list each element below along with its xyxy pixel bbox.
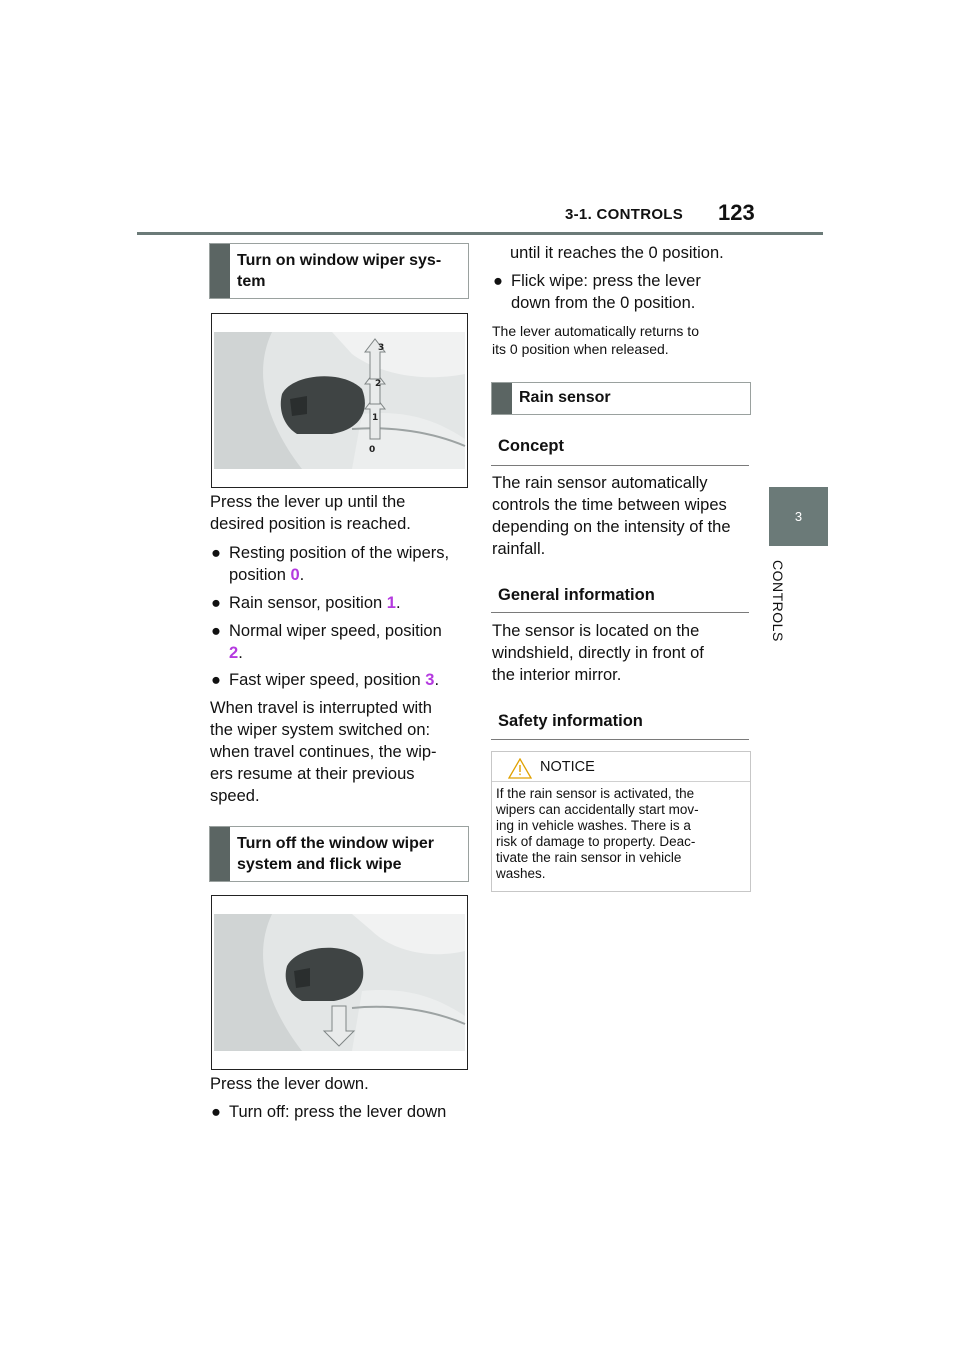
section-title: 3-1. CONTROLS	[565, 206, 684, 223]
notice-text: If the rain sensor is activated, the wipers can accidentally start mov- ing in vehicle washes. There is a risk of damage to property. Deac- tivate the rain sensor in vehicle washes.	[496, 786, 699, 881]
lever-up-illustration	[212, 314, 467, 487]
bullet-text: Resting position of the wipers, position	[229, 544, 450, 584]
notice-title: NOTICE	[540, 759, 595, 775]
paragraph-press-down: Press the lever down.	[210, 1075, 369, 1093]
figure-lever-down	[211, 895, 468, 1070]
heading-turn-off-text: Turn off the window wiper system and flick wipe	[237, 835, 435, 873]
heading-bar	[210, 827, 230, 881]
position-number: 2	[229, 644, 239, 662]
bullet-icon: ●	[211, 544, 221, 562]
position-number: 3	[425, 671, 435, 689]
bullet-text-end: .	[434, 671, 440, 689]
figure-lever-up	[211, 313, 468, 488]
bullet-position-1	[211, 592, 471, 614]
heading-rain-sensor-text: Rain sensor	[519, 389, 611, 406]
bullet-flick-wipe	[493, 270, 753, 314]
fig-label-2: 2	[375, 379, 382, 389]
chapter-label	[766, 560, 790, 660]
bullet-text-end: .	[238, 644, 243, 662]
heading-turn-off	[209, 826, 469, 882]
chapter-tab: 3	[769, 487, 828, 546]
position-number: 1	[386, 594, 396, 612]
subheading-safety-information: Safety information	[498, 712, 643, 730]
bullet-icon: ●	[211, 594, 221, 612]
bullet-position-3	[211, 669, 471, 691]
paragraph-concept: The rain sensor automatically controls the time between wipes depending on the intensity of the rainfall.	[492, 474, 731, 558]
bullet-text: Flick wipe: press the lever down from the 0 position.	[511, 272, 701, 312]
header-rule	[137, 232, 823, 235]
subheading-rule	[491, 612, 749, 613]
subheading-rule	[491, 465, 749, 466]
lever-down-illustration	[212, 896, 467, 1069]
bullet-icon: ●	[211, 622, 221, 640]
subheading-rule	[491, 739, 749, 740]
fig-label-3: 3	[378, 343, 385, 353]
bullet-position-2	[211, 620, 471, 664]
note-lever-returns: The lever automatically returns to its 0 position when released.	[492, 323, 699, 357]
heading-turn-on-text: Turn on window wiper sys- tem	[237, 252, 442, 290]
fig-label-1: 1	[372, 413, 379, 423]
bullet-icon: ●	[211, 671, 221, 689]
bullet-icon: ●	[493, 272, 503, 290]
heading-turn-on	[209, 243, 469, 299]
bullet-text: Rain sensor, position	[229, 594, 387, 612]
bullet-position-0	[211, 542, 471, 586]
subheading-concept: Concept	[498, 437, 564, 455]
warning-triangle-icon	[508, 758, 532, 779]
heading-bar	[492, 383, 512, 414]
subheading-general-information: General information	[498, 586, 655, 604]
page-number: 123	[718, 200, 755, 225]
notice-divider	[492, 781, 750, 782]
heading-bar	[210, 244, 230, 298]
notice-box	[491, 751, 751, 892]
bullet-text: Fast wiper speed, position	[229, 671, 426, 689]
paragraph-general: The sensor is located on the windshield, directly in front of the interior mirror.	[492, 622, 704, 684]
bullet-text: Normal wiper speed, position	[229, 622, 442, 640]
bullet-icon: ●	[211, 1103, 221, 1121]
heading-rain-sensor	[491, 382, 751, 415]
chapter-label-text: CONTROLS	[770, 560, 786, 642]
paragraph-continued: until it reaches the 0 position.	[510, 244, 724, 262]
bullet-turn-off	[211, 1101, 471, 1123]
paragraph-interrupted: When travel is interrupted with the wiper system switched on: when travel continues, the wip- ers resume at their previous speed.	[210, 699, 437, 805]
bullet-text-end: .	[299, 566, 305, 584]
bullet-text-end: .	[395, 594, 401, 612]
position-number: 0	[290, 566, 300, 584]
fig-label-0: 0	[369, 445, 376, 455]
paragraph-press-up: Press the lever up until the desired position is reached.	[210, 493, 411, 533]
bullet-text: Turn off: press the lever down	[229, 1103, 447, 1121]
